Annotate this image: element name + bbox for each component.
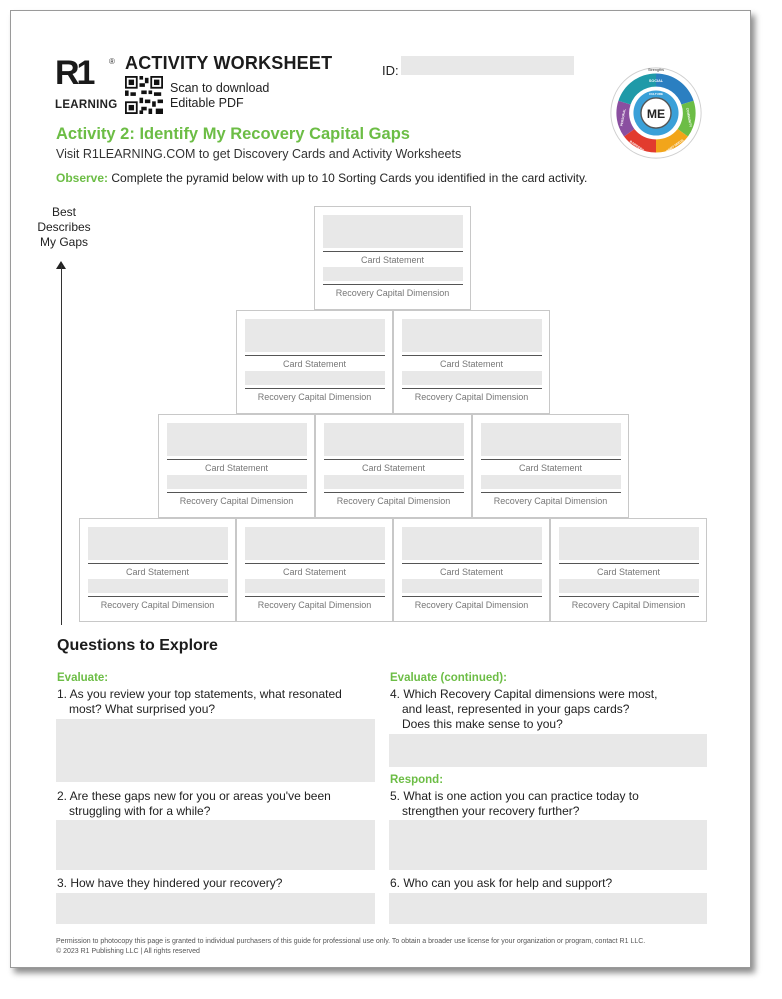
footer-copyright: © 2023 R1 Publishing LLC | All rights reserved [56, 948, 200, 955]
wheel-label-community: COMMUNITY [685, 107, 693, 128]
observe-label: Observe: [56, 171, 109, 185]
card-dimension-label: Recovery Capital Dimension [414, 600, 529, 610]
card-dimension-field[interactable] [402, 371, 542, 385]
card-statement-label: Card Statement [204, 463, 269, 473]
card-dimension-field[interactable] [481, 475, 621, 489]
card-statement-label: Card Statement [439, 359, 504, 369]
card-dimension-label: Recovery Capital Dimension [335, 288, 450, 298]
question-4-line-3: Does this make sense to you? [402, 717, 563, 731]
worksheet-page [10, 10, 751, 968]
card-dimension-field[interactable] [245, 371, 385, 385]
question-4-line-1: 4. Which Recovery Capital dimensions were most, [390, 687, 658, 701]
answer-3-field[interactable] [56, 893, 375, 924]
respond-label: Respond: [390, 774, 444, 786]
card-dimension-label: Recovery Capital Dimension [179, 496, 294, 506]
card-statement-label: Card Statement [518, 463, 583, 473]
pyramid-card-7 [79, 518, 236, 622]
question-1-line-2: most? What surprised you? [69, 702, 216, 716]
wheel-label-culture: CULTURE [648, 92, 664, 97]
wheel-label-social: SOCIAL [648, 78, 664, 83]
worksheet-title: ACTIVITY WORKSHEET [125, 53, 333, 73]
scan-instructions [170, 81, 269, 111]
card-dimension-label: Recovery Capital Dimension [257, 600, 372, 610]
card-dimension-field[interactable] [167, 475, 307, 489]
axis-label-line-3: My Gaps [39, 235, 88, 249]
question-2-line-2: struggling with for a while? [69, 804, 211, 818]
question-2 [57, 789, 331, 819]
answer-2-field[interactable] [56, 820, 375, 870]
pyramid-card-5 [315, 414, 472, 518]
card-statement-field[interactable] [245, 319, 385, 352]
pyramid-card-6 [472, 414, 629, 518]
card-dimension-field[interactable] [559, 579, 699, 593]
card-statement-label: Card Statement [282, 359, 347, 369]
scan-line-1: Scan to download [170, 81, 270, 95]
card-dimension-field[interactable] [88, 579, 228, 593]
wheel-label-barriers: BARRIERS [628, 139, 645, 153]
recovery-capital-wheel [609, 66, 703, 160]
question-2-line-1: 2. Are these gaps new for you or areas you've been [57, 789, 331, 803]
logo-text: LEARNING [55, 99, 118, 111]
activity-title: Activity 2: Identify My Recovery Capital Gaps [56, 125, 410, 143]
answer-4-field[interactable] [389, 734, 707, 767]
observe-text: Complete the pyramid below with up to 10 Sorting Cards you identified in the card activity. [108, 171, 588, 185]
card-statement-field[interactable] [559, 527, 699, 560]
card-statement-field[interactable] [323, 215, 463, 248]
axis-label [33, 205, 95, 250]
card-statement-field[interactable] [402, 319, 542, 352]
pyramid-card-10 [550, 518, 707, 622]
question-5 [390, 789, 639, 819]
card-statement-label: Card Statement [361, 463, 426, 473]
axis-line [61, 265, 62, 625]
r1-learning-logo [55, 54, 118, 115]
card-dimension-field[interactable] [324, 475, 464, 489]
card-statement-label: Card Statement [360, 255, 425, 265]
card-statement-label: Card Statement [282, 567, 347, 577]
card-dimension-field[interactable] [402, 579, 542, 593]
card-dimension-field[interactable] [323, 267, 463, 281]
card-dimension-label: Recovery Capital Dimension [336, 496, 451, 506]
card-statement-field[interactable] [245, 527, 385, 560]
footer [56, 937, 645, 957]
answer-1-field[interactable] [56, 719, 375, 782]
observe-instruction [56, 171, 587, 185]
question-1-line-1: 1. As you review your top statements, what resonated [57, 687, 342, 701]
card-statement-field[interactable] [481, 423, 621, 456]
questions-heading: Questions to Explore [57, 637, 218, 654]
pyramid-card-2 [236, 310, 393, 414]
card-dimension-label: Recovery Capital Dimension [100, 600, 215, 610]
card-statement-label: Card Statement [439, 567, 504, 577]
logo-mark: R1 [55, 54, 93, 92]
card-statement-label: Card Statement [125, 567, 190, 577]
card-statement-label: Card Statement [596, 567, 661, 577]
answer-6-field[interactable] [389, 893, 707, 924]
answer-5-field[interactable] [389, 820, 707, 870]
card-dimension-label: Recovery Capital Dimension [493, 496, 608, 506]
wheel-label-unmet-needs: UNMET NEEDS [664, 138, 685, 154]
id-field[interactable] [401, 56, 574, 75]
question-6: 6. Who can you ask for help and support? [390, 876, 613, 890]
scan-line-2: Editable PDF [170, 96, 244, 110]
question-5-line-2: strengthen your recovery further? [402, 804, 580, 818]
axis-label-line-2: Describes [37, 220, 91, 234]
card-dimension-label: Recovery Capital Dimension [257, 392, 372, 402]
pyramid-card-9 [393, 518, 550, 622]
card-statement-field[interactable] [167, 423, 307, 456]
card-dimension-field[interactable] [245, 579, 385, 593]
pyramid-card-8 [236, 518, 393, 622]
question-4 [390, 687, 657, 732]
card-dimension-label: Recovery Capital Dimension [414, 392, 529, 402]
visit-text: Visit R1LEARNING.COM to get Discovery Cards and Activity Worksheets [56, 147, 462, 161]
evaluate-continued-label: Evaluate (continued): [390, 672, 507, 684]
card-dimension-label: Recovery Capital Dimension [571, 600, 686, 610]
card-statement-field[interactable] [402, 527, 542, 560]
logo-registered: ® [109, 57, 115, 66]
axis-label-line-1: Best [51, 205, 76, 219]
pyramid-card-1 [314, 206, 471, 310]
footer-permission: Permission to photocopy this page is granted to individual purchasers of this guide for professional use only. To obtain a broader use license for your organization or program, contact R1 LLC. [56, 938, 646, 945]
evaluate-label: Evaluate: [57, 672, 109, 684]
question-1 [57, 687, 342, 717]
question-3: 3. How have they hindered your recovery? [57, 876, 283, 890]
id-label: ID: [382, 63, 399, 78]
card-statement-field[interactable] [88, 527, 228, 560]
question-5-line-1: 5. What is one action you can practice today to [390, 789, 639, 803]
wheel-top-label: Strengths [647, 68, 665, 73]
wheel-label-personal: PERSONAL [619, 108, 627, 127]
card-statement-field[interactable] [324, 423, 464, 456]
pyramid-card-4 [158, 414, 315, 518]
qr-code-icon[interactable] [125, 76, 163, 114]
question-4-line-2: and least, represented in your gaps cards? [402, 702, 630, 716]
wheel-center-me: ME [646, 107, 666, 122]
pyramid-card-3 [393, 310, 550, 414]
